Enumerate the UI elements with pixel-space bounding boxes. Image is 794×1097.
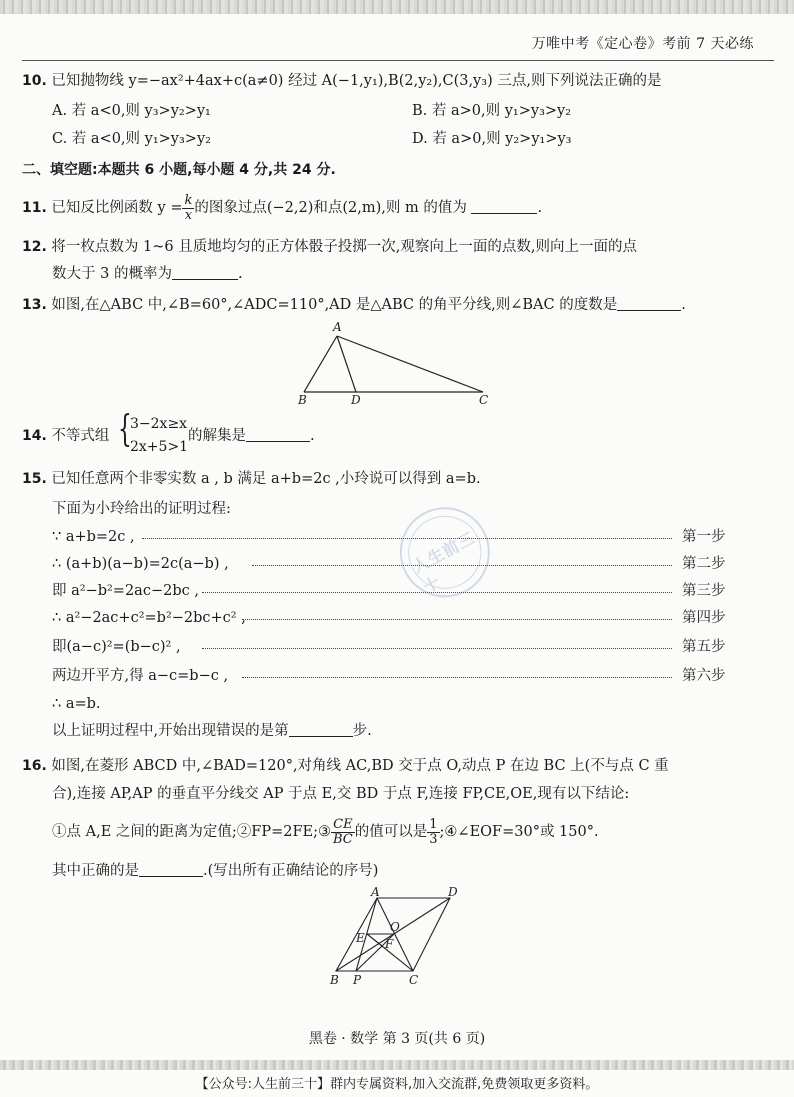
question-number: 11.: [22, 200, 47, 216]
option-c: C. 若 a<0,则 y₁>y₃>y₂: [52, 131, 211, 147]
proof-step: 即 a²−b²=2ac−2bc , 第三步: [52, 583, 726, 599]
label-o: O: [390, 920, 400, 934]
answer-blank[interactable]: [471, 198, 537, 214]
watermark-text: 人生前三十: [409, 527, 479, 597]
proof-step: ∵ a+b=2c , 第一步: [52, 529, 726, 545]
answer-blank[interactable]: [617, 295, 681, 311]
question-16-line-4: 其中正确的是 .(写出所有正确结论的序号): [52, 863, 379, 879]
rhombus-figure: [320, 886, 480, 991]
fraction-ce-over-bc: $\frac{CE}{BC}$: [333, 816, 353, 847]
triangle-abc-figure: [290, 318, 500, 406]
question-10: [22, 71, 661, 91]
page-header: 万唯中考《定心卷》考前 7 天必练: [531, 36, 754, 52]
option-a: A. 若 a<0,则 y₃>y₂>y₁: [52, 103, 211, 119]
label-c: C: [479, 393, 489, 406]
question-line-1: 将一枚点数为 1~6 且质地均匀的正方体骰子投掷一次,观察向上一面的点数,则向上一面的点: [51, 239, 637, 255]
proof-step: 两边开平方,得 a−c=b−c , 第六步: [52, 668, 726, 684]
question-14-tail: 的解集是 .: [188, 428, 315, 444]
promo-banner: 【公众号:人生前三十】群内专属资料,加入交流群,免费领取更多资料。: [195, 1077, 599, 1092]
label-d: D: [351, 393, 361, 406]
answer-blank[interactable]: [289, 721, 353, 737]
option-d: D. 若 a>0,则 y₂>y₁>y₃: [412, 131, 572, 147]
label-c: C: [409, 973, 419, 987]
scan-edge-top: [0, 0, 794, 14]
fraction-one-third: $\frac{1}{3}$: [429, 816, 438, 847]
label-p: P: [353, 973, 362, 987]
label-a: A: [333, 320, 342, 334]
question-16-line-2: 合),连接 AP,AP 的垂直平分线交 AP 于点 E,交 BD 于点 F,连接 FP,CE,OE,现有以下结论:: [52, 786, 630, 802]
question-number: 10.: [22, 73, 47, 89]
proof-step: ∴ a²−2ac+c²=b²−2bc+c² , 第四步: [52, 610, 726, 626]
question-13: 13. 如图,在△ABC 中,∠B=60°,∠ADC=110°,AD 是△ABC 的角平分线,则∠BAC 的度数是 .: [22, 297, 686, 313]
label-b: B: [330, 973, 339, 987]
question-number: 12.: [22, 239, 47, 255]
proof-step: 即(a−c)²=(b−c)² , 第五步: [52, 639, 726, 655]
question-number: 16.: [22, 758, 47, 774]
label-f: F: [385, 937, 394, 951]
page-footer: 黑卷 · 数学 第 3 页(共 6 页): [308, 1031, 486, 1047]
question-12-line-2: 数大于 3 的概率为 .: [52, 266, 243, 282]
question-line-1: 如图,在菱形 ABCD 中,∠BAD=120°,对角线 AC,BD 交于点 O,动点 P 在边 BC 上(不与点 C 重: [51, 758, 669, 774]
question-15-ask: 以上证明过程中,开始出现错误的是第 步.: [52, 723, 372, 739]
question-15: [22, 469, 481, 489]
question-stem: 如图,在△ABC 中,∠B=60°,∠ADC=110°,AD 是△ABC 的角平分线,则∠BAC 的度数是: [51, 297, 618, 313]
question-11: 11. 已知反比例函数 y = $\frac{k}{x}$ 的图象过点(−2,2)和点(2,m),则 m 的值为 .: [22, 192, 543, 223]
proof-conclusion: ∴ a=b.: [52, 696, 101, 712]
question-12: [22, 237, 637, 257]
fraction-k-over-x: $\frac{k}{x}$: [184, 192, 193, 223]
inequality-2: 2x+5>1: [130, 439, 189, 455]
label-a: A: [371, 886, 380, 899]
proof-step: ∴ (a+b)(a−b)=2c(a−b) , 第二步: [52, 556, 726, 572]
section-title: 二、填空题:本题共 6 小题,每小题 4 分,共 24 分.: [22, 162, 336, 178]
answer-blank[interactable]: [246, 426, 310, 442]
scan-edge-bottom: [0, 1060, 794, 1070]
question-14-number: 14. 不等式组: [22, 428, 110, 444]
question-line-1: 已知任意两个非零实数 a , b 满足 a+b=2c ,小玲说可以得到 a=b.: [51, 471, 481, 487]
label-b: B: [298, 393, 307, 406]
header-divider: [22, 60, 774, 61]
label-d: D: [448, 886, 458, 899]
question-stem: 已知抛物线 y=−ax²+4ax+c(a≠0) 经过 A(−1,y₁),B(2,y₂),C(3,y₃) 三点,则下列说法正确的是: [51, 73, 662, 89]
question-16-line-3: ①点 A,E 之间的距离为定值;②FP=2FE;③ $\frac{CE}{BC}$ 的值可以是 $\frac{1}{3}$ ;④∠EOF=30°或 150°.: [52, 816, 599, 847]
brace-symbol: {: [118, 409, 132, 450]
option-b: B. 若 a>0,则 y₁>y₃>y₂: [412, 103, 572, 119]
question-number: 13.: [22, 297, 47, 313]
answer-blank[interactable]: [139, 861, 203, 877]
label-e: E: [356, 931, 365, 945]
question-text-after: 的图象过点(−2,2)和点(2,m),则 m 的值为: [194, 200, 467, 216]
question-15-line-2: 下面为小玲给出的证明过程:: [52, 501, 231, 517]
question-16: [22, 756, 669, 776]
question-number: 15.: [22, 471, 47, 487]
answer-blank[interactable]: [172, 264, 238, 280]
question-text-before: 已知反比例函数 y =: [51, 200, 183, 216]
inequality-1: 3−2x≥x: [130, 416, 188, 432]
